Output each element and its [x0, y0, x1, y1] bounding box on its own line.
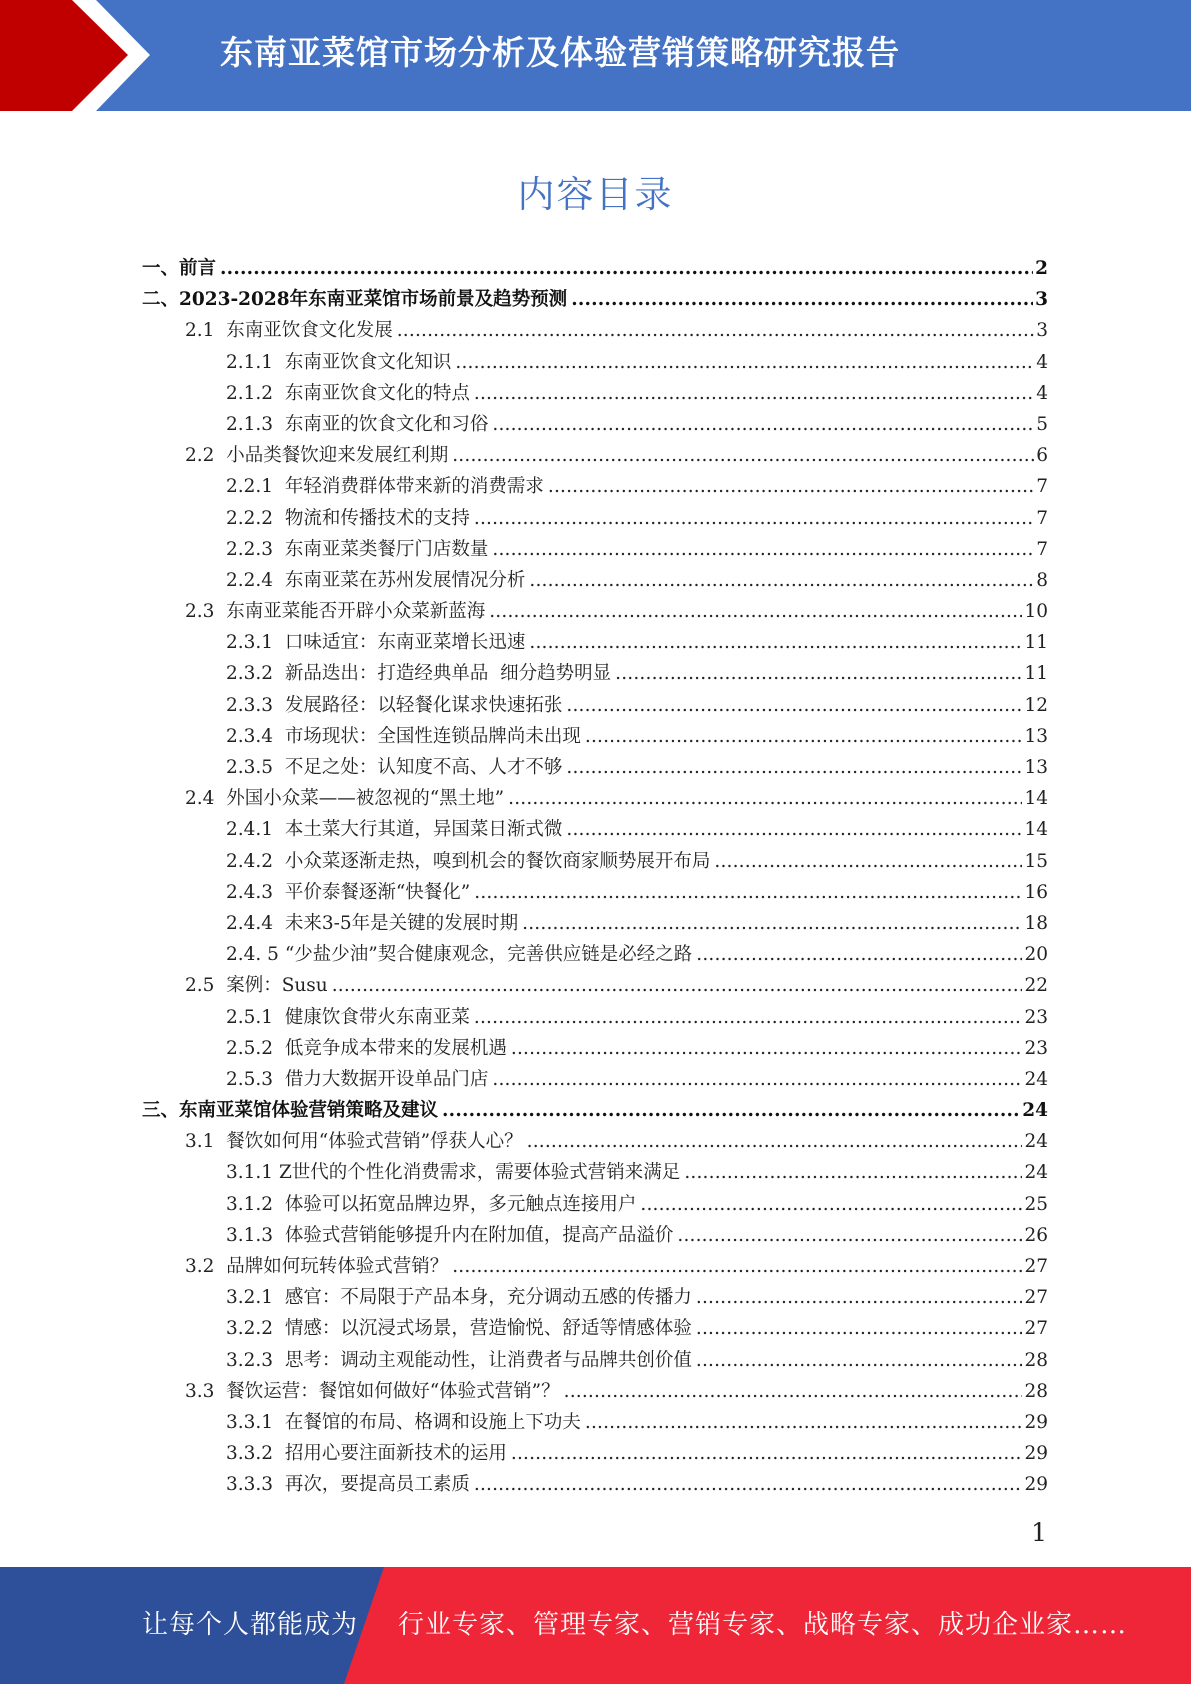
- toc-entry[interactable]: [142, 1376, 1048, 1407]
- footer-slogan-right: 行业专家、管理专家、营销专家、战略专家、成功企业家……: [398, 1610, 1128, 1640]
- toc-entry-number: 2.2.3: [226, 538, 285, 560]
- toc-dot-leader: [397, 315, 1035, 346]
- toc-entry-page: 4: [1036, 351, 1048, 373]
- toc-entry-number: 2.1.2: [226, 382, 285, 404]
- toc-entry-page: 3: [1036, 320, 1048, 342]
- toc-entry-page: 25: [1024, 1193, 1048, 1215]
- toc-dot-leader: [696, 1345, 1023, 1376]
- toc-entry[interactable]: [142, 939, 1048, 970]
- toc-entry-number: 2.4.2: [226, 850, 285, 872]
- toc-entry-number: 2.3: [185, 601, 227, 623]
- toc-entry-number: 2.4.3: [226, 881, 285, 903]
- toc-entry-label: 东南亚的饮食文化和习俗: [284, 413, 489, 435]
- toc-entry[interactable]: [142, 534, 1048, 565]
- toc-entry-page: 27: [1024, 1287, 1048, 1309]
- toc-entry-page: 3: [1035, 289, 1048, 311]
- toc-entry-label: 品牌如何玩转体验式营销？: [226, 1256, 449, 1277]
- toc-entry-label: 东南亚饮食文化的特点: [284, 382, 470, 404]
- toc-dot-leader: [696, 1313, 1023, 1344]
- toc-entry-number: 2.1.3: [226, 413, 285, 435]
- toc-entry-page: 10: [1024, 601, 1048, 623]
- toc-entry-number: 2.2.4: [226, 569, 285, 591]
- toc-entry-number: 二、: [142, 289, 180, 311]
- toc-entry-page: 24: [1024, 1068, 1048, 1090]
- toc-dot-leader: [492, 534, 1034, 565]
- toc-entry-page: 6: [1036, 445, 1048, 467]
- toc-dot-leader: [564, 1376, 1023, 1407]
- toc-dot-leader: [508, 783, 1022, 814]
- toc-entry-page: 13: [1024, 725, 1048, 747]
- toc-entry-number: 2.4.4: [226, 912, 285, 934]
- toc-entry-label: 借力大数据开设单品门店: [284, 1068, 489, 1090]
- toc-entry-number: 3.1.2: [226, 1193, 285, 1215]
- toc-entry-label: 情感：以沉浸式场景，营造愉悦、舒适等情感体验: [284, 1318, 692, 1340]
- toc-entry-label: “少盐少油”契合健康观念，完善供应链是必经之路: [284, 944, 693, 966]
- toc-entry-label: 外国小众菜——被忽视的“黑土地”: [226, 788, 505, 810]
- toc-entry-number: 2.3.1: [226, 632, 285, 654]
- toc-entry[interactable]: [142, 503, 1048, 534]
- toc-entry[interactable]: [142, 471, 1048, 502]
- toc-entry-label: 东南亚菜类餐厅门店数量: [284, 538, 489, 560]
- toc-entry-number: 2.4: [185, 788, 227, 810]
- toc-entry-page: 7: [1036, 476, 1048, 498]
- toc-entry-label: 餐饮运营：餐馆如何做好“体验式营销”？: [226, 1380, 560, 1402]
- toc-entry-number: 2.3.2: [226, 663, 285, 685]
- toc-entry[interactable]: [142, 877, 1048, 908]
- toc-dot-leader: [474, 877, 1022, 908]
- toc-entry-label: 不足之处：认知度不高、人才不够: [284, 757, 563, 778]
- toc-entry-label: 健康饮食带火东南亚菜: [284, 1006, 470, 1028]
- toc-dot-leader: [474, 1002, 1023, 1033]
- toc-entry-page: 12: [1024, 694, 1048, 716]
- toc-entry-number: 3.1.1: [226, 1162, 279, 1184]
- toc-entry[interactable]: [142, 1126, 1048, 1157]
- toc-entry[interactable]: [142, 1189, 1048, 1220]
- toc-dot-leader: [452, 440, 1034, 471]
- report-footer: [0, 1567, 1191, 1684]
- toc-entry[interactable]: [142, 690, 1048, 721]
- toc-entry-number: 一、: [142, 258, 180, 279]
- toc-entry-label: 市场现状：全国性连锁品牌尚未出现: [284, 725, 581, 747]
- toc-dot-leader: [511, 1438, 1023, 1469]
- toc-entry-label: 年轻消费群体带来新的消费需求: [284, 476, 544, 498]
- toc-entry-number: 3.2.3: [226, 1349, 285, 1371]
- toc-entry[interactable]: [142, 315, 1048, 346]
- toc-entry-label: 低竞争成本带来的发展机遇: [284, 1037, 507, 1059]
- toc-dot-leader: [489, 596, 1022, 627]
- toc-dot-leader: [566, 690, 1022, 721]
- toc-entry-label: 前言: [179, 258, 217, 279]
- toc-entry-label: 新品迭出：打造经典单品 细分趋势明显: [284, 663, 612, 685]
- toc-entry-number: 3.2: [185, 1256, 227, 1277]
- toc-entry[interactable]: [142, 1033, 1048, 1064]
- toc-entry[interactable]: [142, 783, 1048, 814]
- toc-dot-leader: [615, 658, 1022, 689]
- toc-dot-leader: [684, 1157, 1022, 1188]
- toc-entry-page: 26: [1024, 1224, 1048, 1246]
- toc-entry[interactable]: [142, 627, 1048, 658]
- toc-entry-page: 29: [1024, 1474, 1048, 1496]
- toc-dot-leader: [492, 409, 1034, 440]
- toc-dot-leader: [452, 1251, 1022, 1282]
- toc-entry-page: 14: [1024, 819, 1048, 841]
- toc-entry-page: 8: [1036, 569, 1048, 591]
- toc-entry[interactable]: [142, 1313, 1048, 1344]
- toc-entry-label: 招用心要注面新技术的运用: [284, 1443, 507, 1465]
- toc-entry-number: 2.5.1: [226, 1006, 285, 1028]
- toc-entry-page: 11: [1024, 632, 1048, 654]
- toc-dot-leader: [529, 627, 1022, 658]
- toc-entry-page: 22: [1024, 975, 1048, 997]
- toc-entry-number: 2.2.1: [226, 476, 285, 498]
- toc-dot-leader: [571, 284, 1033, 315]
- toc-entry[interactable]: [142, 1064, 1048, 1095]
- toc-entry-page: 5: [1036, 413, 1048, 435]
- toc-entry-number: 2.3.4: [226, 725, 285, 747]
- toc-entry-page: 23: [1024, 1006, 1048, 1028]
- toc-entry[interactable]: [142, 1157, 1048, 1188]
- toc-entry-label: 未来3-5年是关键的发展时期: [284, 912, 519, 934]
- toc-entry-page: 24: [1022, 1100, 1048, 1122]
- toc-dot-leader: [696, 939, 1022, 970]
- toc-entry[interactable]: [142, 970, 1048, 1001]
- toc-dot-leader: [455, 347, 1034, 378]
- toc-entry[interactable]: [142, 596, 1048, 627]
- toc-entry-page: 24: [1024, 1131, 1048, 1153]
- toc-entry[interactable]: [142, 1095, 1048, 1126]
- toc-entry-number: 2.5.3: [226, 1068, 285, 1090]
- toc-entry-number: 3.1: [185, 1131, 227, 1153]
- toc-entry[interactable]: [142, 1002, 1048, 1033]
- toc-entry[interactable]: [142, 347, 1048, 378]
- toc-entry-number: 2.1.1: [226, 351, 285, 373]
- toc-entry-label: 小众菜逐渐走热，嗅到机会的餐饮商家顺势展开布局: [284, 850, 711, 872]
- toc-entry[interactable]: [142, 378, 1048, 409]
- toc-dot-leader: [332, 970, 1023, 1001]
- toc-entry-label: 东南亚饮食文化发展: [226, 320, 393, 342]
- toc-entry-number: 2.2.2: [226, 507, 285, 529]
- toc-entry-number: 3.1.3: [226, 1224, 285, 1246]
- toc-entry-label: 餐饮如何用“体验式营销”俘获人心？: [226, 1131, 523, 1153]
- toc-entry-page: 15: [1024, 850, 1048, 872]
- toc-dot-leader: [640, 1189, 1022, 1220]
- toc-dot-leader: [585, 721, 1023, 752]
- page-number: 1: [1031, 1518, 1047, 1547]
- toc-entry-page: 29: [1024, 1443, 1048, 1465]
- toc-entry-label: 东南亚饮食文化知识: [284, 351, 452, 373]
- toc-dot-leader: [548, 471, 1034, 502]
- toc-entry-page: 24: [1024, 1162, 1048, 1184]
- toc-entry-label: 案例：Susu: [226, 975, 328, 997]
- toc-dot-leader: [527, 1126, 1023, 1157]
- toc-entry[interactable]: [142, 752, 1048, 783]
- toc-entry-page: 16: [1024, 881, 1048, 903]
- toc-entry[interactable]: [142, 721, 1048, 752]
- toc-entry[interactable]: [142, 1251, 1048, 1282]
- report-header: [0, 0, 1191, 111]
- toc-entry[interactable]: [142, 565, 1048, 596]
- toc-entry-number: 3.3.1: [226, 1411, 285, 1433]
- toc-dot-leader: [566, 752, 1022, 783]
- table-of-contents: [142, 253, 1048, 1501]
- toc-dot-leader: [714, 846, 1022, 877]
- toc-entry-label: 思考：调动主观能动性，让消费者与品牌共创价值: [284, 1349, 692, 1371]
- toc-entry[interactable]: [142, 846, 1048, 877]
- toc-entry-label: 小品类餐饮迎来发展红利期: [226, 445, 449, 467]
- toc-entry[interactable]: [142, 658, 1048, 689]
- report-title: 东南亚菜馆市场分析及体验营销策略研究报告: [220, 33, 900, 72]
- toc-dot-leader: [677, 1220, 1022, 1251]
- toc-entry-number: 2.1: [185, 320, 227, 342]
- toc-entry-page: 27: [1024, 1256, 1048, 1277]
- toc-entry[interactable]: [142, 1469, 1048, 1500]
- toc-entry[interactable]: [142, 253, 1048, 284]
- toc-entry-page: 11: [1024, 663, 1048, 685]
- toc-dot-leader: [529, 565, 1034, 596]
- toc-entry[interactable]: [142, 284, 1048, 315]
- toc-entry-page: 2: [1035, 258, 1048, 279]
- toc-entry-page: 28: [1024, 1380, 1048, 1402]
- footer-slogan-left: 让每个人都能成为: [142, 1610, 359, 1640]
- toc-entry-page: 27: [1024, 1318, 1048, 1340]
- toc-entry-label: 再次，要提高员工素质: [284, 1474, 470, 1496]
- toc-entry-label: 体验可以拓宽品牌边界，多元触点连接用户: [284, 1193, 637, 1215]
- toc-entry-number: 2.5: [185, 975, 227, 997]
- toc-entry-number: 3.3: [185, 1380, 227, 1402]
- toc-dot-leader: [474, 1469, 1023, 1500]
- toc-dot-leader: [522, 908, 1022, 939]
- toc-entry-number: 2.3.3: [226, 694, 285, 716]
- toc-entry[interactable]: [142, 409, 1048, 440]
- toc-dot-leader: [220, 253, 1033, 284]
- toc-dot-leader: [696, 1282, 1023, 1313]
- toc-entry-label: 物流和传播技术的支持: [284, 507, 470, 529]
- toc-entry-page: 29: [1024, 1411, 1048, 1433]
- toc-entry-number: 2.4. 5: [226, 944, 285, 966]
- toc-entry-page: 23: [1024, 1037, 1048, 1059]
- toc-entry[interactable]: [142, 1282, 1048, 1313]
- toc-dot-leader: [474, 503, 1034, 534]
- toc-entry[interactable]: [142, 440, 1048, 471]
- toc-entry-number: 3.3.2: [226, 1443, 285, 1465]
- toc-entry-label: 在餐馆的布局、格调和设施上下功夫: [284, 1411, 581, 1433]
- toc-entry-number: 三、: [142, 1100, 180, 1122]
- toc-entry[interactable]: [142, 1220, 1048, 1251]
- toc-dot-leader: [511, 1033, 1023, 1064]
- toc-entry-number: 2.2: [185, 445, 227, 467]
- toc-entry-label: 口味适宜：东南亚菜增长迅速: [284, 632, 526, 654]
- toc-entry-label: 2023-2028年东南亚菜馆市场前景及趋势预测: [179, 289, 568, 311]
- toc-entry-label: 东南亚菜馆体验营销策略及建议: [179, 1100, 439, 1122]
- toc-entry-label: 东南亚菜能否开辟小众菜新蓝海: [226, 601, 486, 623]
- toc-entry-label: 发展路径：以轻餐化谋求快速拓张: [284, 694, 563, 716]
- toc-entry-page: 28: [1024, 1349, 1048, 1371]
- toc-dot-leader: [474, 378, 1034, 409]
- toc-entry-number: 2.4.1: [226, 819, 285, 841]
- toc-entry-page: 7: [1036, 538, 1048, 560]
- toc-entry-page: 18: [1024, 912, 1048, 934]
- toc-entry-number: 3.2.1: [226, 1287, 285, 1309]
- toc-dot-leader: [585, 1407, 1023, 1438]
- toc-entry-label: 平价泰餐逐渐“快餐化”: [284, 881, 471, 903]
- toc-entry-page: 14: [1024, 788, 1048, 810]
- toc-entry-number: 2.3.5: [226, 757, 285, 778]
- toc-entry-number: 3.3.3: [226, 1474, 285, 1496]
- toc-dot-leader: [492, 1064, 1022, 1095]
- toc-entry-label: Z世代的个性化消费需求，需要体验式营销来满足: [278, 1162, 681, 1184]
- toc-dot-leader: [566, 814, 1022, 845]
- toc-entry-label: 东南亚菜在苏州发展情况分析: [284, 569, 526, 591]
- toc-entry[interactable]: [142, 1438, 1048, 1469]
- toc-entry-page: 20: [1024, 944, 1048, 966]
- toc-entry-label: 体验式营销能够提升内在附加值，提高产品溢价: [284, 1224, 674, 1246]
- toc-entry[interactable]: [142, 814, 1048, 845]
- toc-dot-leader: [442, 1095, 1020, 1126]
- toc-entry-page: 4: [1036, 382, 1048, 404]
- toc-heading: 内容目录: [517, 173, 674, 216]
- toc-entry-page: 13: [1024, 757, 1048, 778]
- toc-entry-label: 感官：不局限于产品本身，充分调动五感的传播力: [284, 1287, 692, 1309]
- toc-entry-page: 7: [1036, 507, 1048, 529]
- toc-entry[interactable]: [142, 908, 1048, 939]
- toc-entry-number: 2.5.2: [226, 1037, 285, 1059]
- toc-entry-number: 3.2.2: [226, 1318, 285, 1340]
- toc-entry[interactable]: [142, 1407, 1048, 1438]
- toc-entry-label: 本土菜大行其道，异国菜日渐式微: [284, 819, 563, 841]
- toc-entry[interactable]: [142, 1345, 1048, 1376]
